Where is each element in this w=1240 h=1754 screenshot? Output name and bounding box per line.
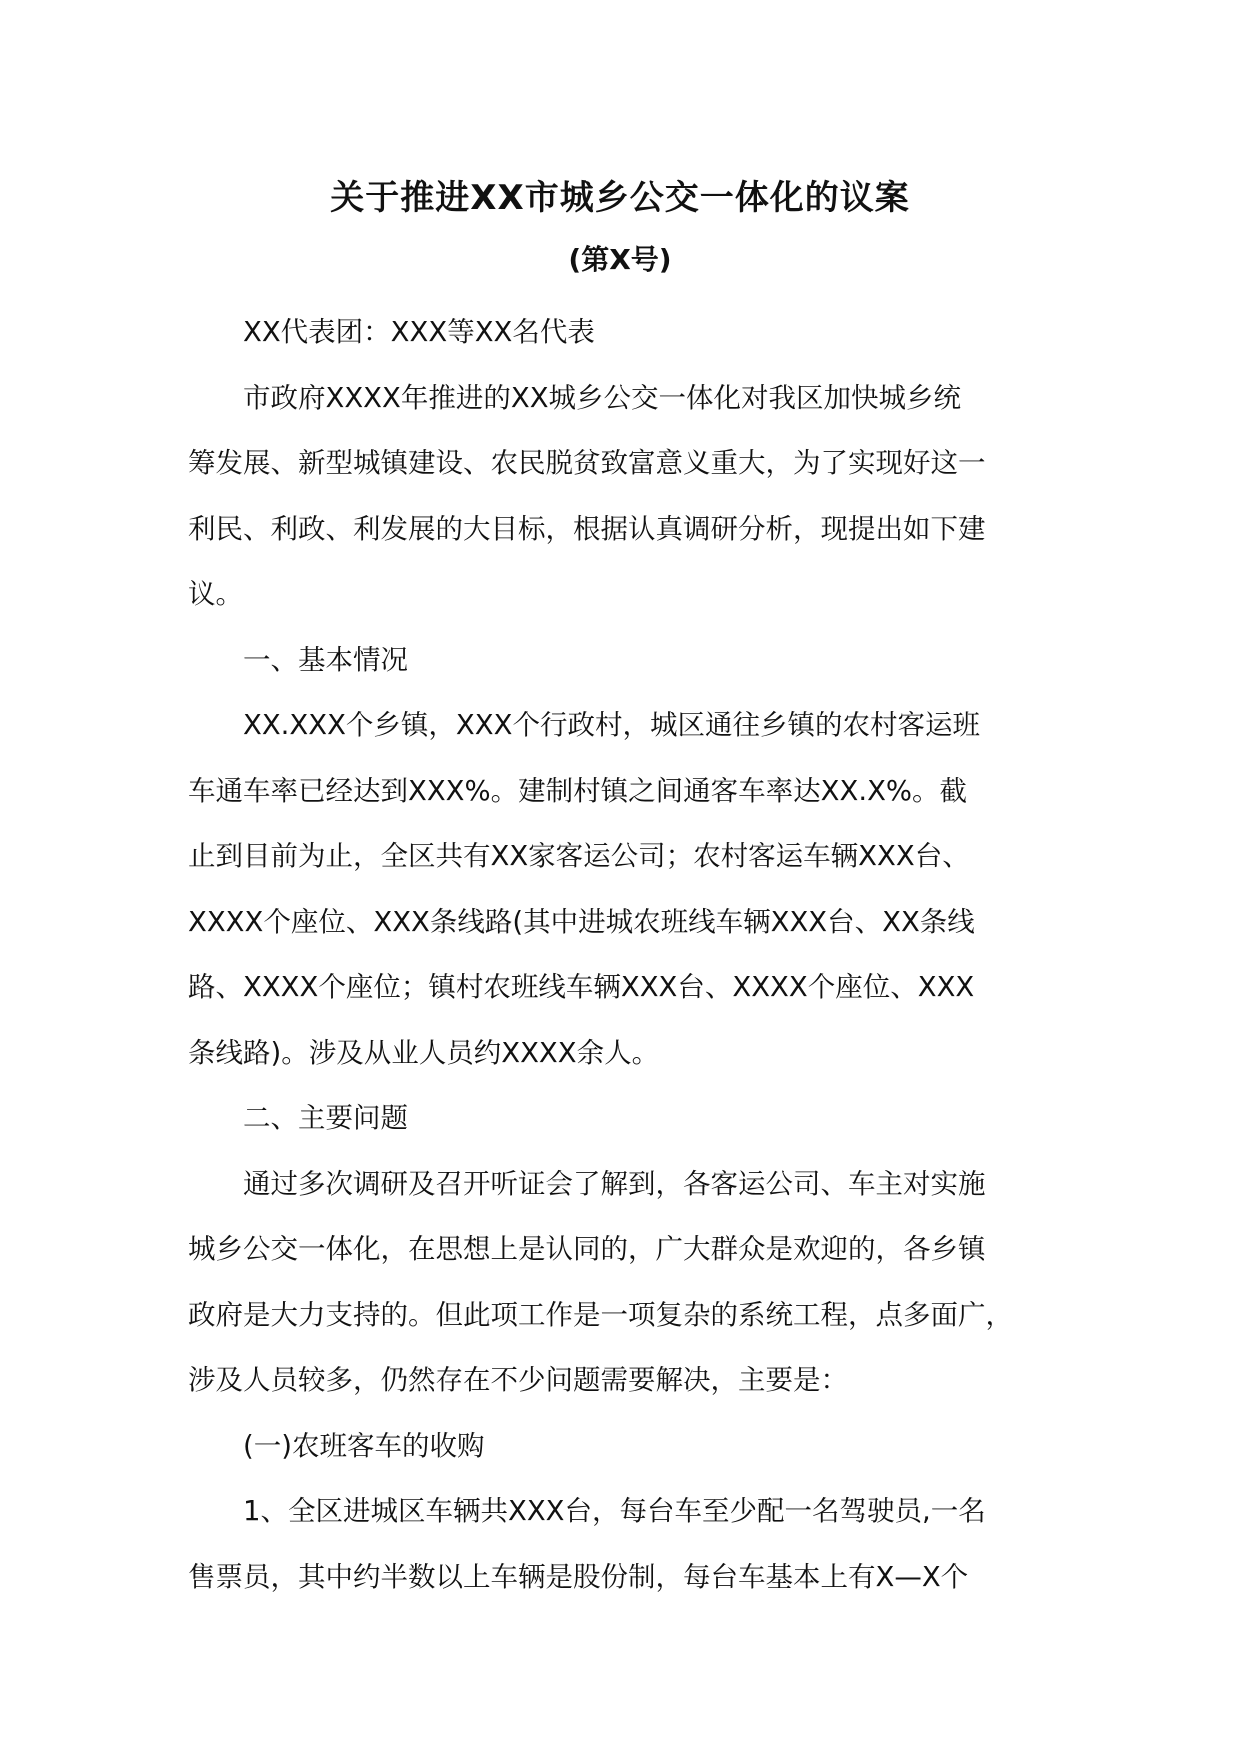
document-title: 关于推进XX市城乡公交一体化的议案: [330, 178, 910, 218]
document-number: (第X号): [568, 243, 672, 276]
paragraph-line: 议。: [188, 578, 243, 610]
paragraph-line: 市政府XXXX年推进的XX城乡公交一体化对我区加快城乡统: [243, 381, 962, 414]
paragraph-line: 利民、利政、利发展的大目标，根据认真调研分析，现提出如下建: [188, 512, 986, 545]
proposers-line: XX代表团：XXX等XX名代表: [243, 316, 595, 348]
paragraph-line: 1、全区进城区车辆共XXX台，每台车至少配一名驾驶员,一名: [243, 1495, 986, 1527]
section-heading: 二、主要问题: [243, 1102, 408, 1134]
paragraph-line: 条线路)。涉及从业人员约XXXX余人。: [188, 1036, 660, 1069]
paragraph-line: 车通车率已经达到XXX%。建制村镇之间通客车率达XX.X%。截: [188, 774, 968, 807]
paragraph-line: 城乡公交一体化，在思想上是认同的，广大群众是欢迎的，各乡镇: [188, 1233, 986, 1265]
paragraph-line: 售票员，其中约半数以上车辆是股份制，每台车基本上有X—X个: [188, 1560, 969, 1593]
paragraph-line: 筹发展、新型城镇建设、农民脱贫致富意义重大，为了实现好这一: [188, 447, 986, 479]
subsection-heading: (一)农班客车的收购: [243, 1429, 485, 1462]
paragraph-line: 通过多次调研及召开听证会了解到，各客运公司、车主对实施: [243, 1167, 986, 1200]
paragraph-line: 政府是大力支持的。但此项工作是一项复杂的系统工程，点多面广，: [188, 1298, 1013, 1331]
paragraph-line: 止到目前为止，全区共有XX家客运公司；农村客运车辆XXX台、: [188, 840, 970, 872]
paragraph-line: 路、XXXX个座位；镇村农班线车辆XXX台、XXXX个座位、XXX: [188, 971, 975, 1003]
paragraph-line: XXXX个座位、XXX条线路(其中进城农班线车辆XXX台、XX条线: [188, 905, 975, 938]
paragraph-line: 涉及人员较多，仍然存在不少问题需要解决，主要是：: [188, 1364, 848, 1396]
document-body: [188, 300, 1078, 1610]
section-heading: 一、基本情况: [243, 643, 408, 676]
paragraph-line: XX.XXX个乡镇，XXX个行政村，城区通往乡镇的农村客运班: [243, 709, 980, 741]
